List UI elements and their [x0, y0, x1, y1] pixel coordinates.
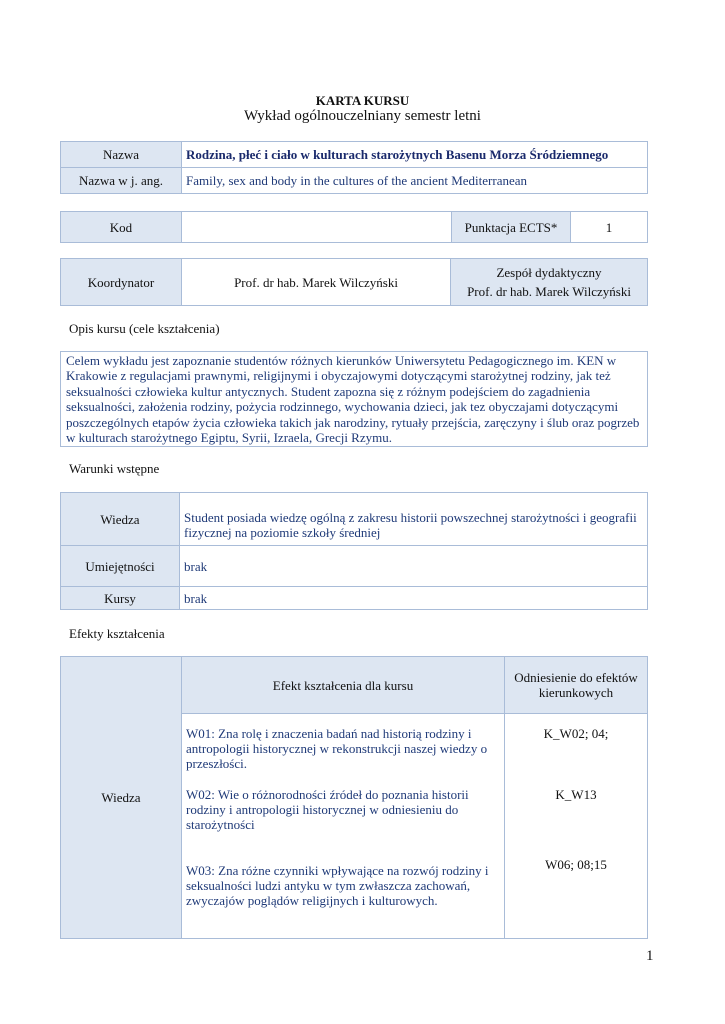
name-en-value: Family, sex and body in the cultures of the ancient Mediterranean — [182, 168, 648, 194]
outcome-ref-w02: K_W13 — [555, 787, 597, 802]
outcomes-ref-header: Odniesienie do efektów kierunkowych — [505, 657, 648, 714]
coordinator-value: Prof. dr hab. Marek Wilczyński — [182, 259, 451, 306]
name-value: Rodzina, płeć i ciało w kulturach starożytnych Basenu Morza Śródziemnego — [182, 142, 648, 168]
ects-value: 1 — [571, 212, 648, 243]
outcomes-refs-cell — [505, 714, 648, 939]
outcomes-table — [60, 656, 648, 939]
outcome-ref-w03: W06; 08;15 — [545, 857, 607, 872]
code-table — [60, 211, 648, 243]
outcomes-category: Wiedza — [61, 657, 182, 939]
team-value: Prof. dr hab. Marek Wilczyński — [467, 284, 631, 299]
outcomes-effect-header: Efekt kształcenia dla kursu — [182, 657, 505, 714]
page-number: 1 — [646, 948, 654, 964]
team-cell — [451, 259, 648, 306]
outcomes-heading: Efekty kształcenia — [69, 626, 165, 641]
course-name-table — [60, 141, 648, 194]
team-label: Zespół dydaktyczny — [496, 265, 602, 280]
prereq-courses-value: brak — [180, 587, 648, 610]
outcome-effect-w01: W01: Zna rolę i znaczenia badań nad historią rodziny i antropologii historycznej w rekonstrukcji naszej wiedzy o przeszłości. — [186, 726, 488, 771]
prereq-knowledge-label: Wiedza — [61, 493, 180, 546]
name-en-label: Nazwa w j. ang. — [61, 168, 182, 194]
prereq-skills-label: Umiejętności — [61, 546, 180, 587]
coordinator-label: Koordynator — [61, 259, 182, 306]
description-text: Celem wykładu jest zapoznanie studentów różnych kierunków Uniwersytetu Pedagogicznego im. KEN w Krakowie z regulacjami prawnymi, religijnymi i obyczajowymi dotyczącymi starożytnej rodziny, jak też seksualności człowieka kultur antycznych. Student zapozna się z różnym podejściem do zagadnienia seksualności, założenia rodziny, pożycia rodzinnego, wychowania dzieci, jak tez obyczajami dotyczącymi poszczególnych etapów życia człowieka takich jak narodziny, rytuały przejścia, zaręczyny i ślub oraz pogrzeb w kulturach starożytnego Egiptu, Syrii, Izraela, Grecji Rzymu. — [60, 351, 648, 447]
outcomes-effects-cell — [182, 714, 505, 939]
outcome-effect-w03: W03: Zna różne czynniki wpływające na rozwój rodziny i seksualności ludzi antyku w tym zwłaszcza zachowań, zwyczajów poglądów religijnych i kulturowych. — [186, 863, 489, 908]
outcome-effect-w02: W02: Wie o różnorodności źródeł do poznania historii rodziny i antropologii historycznej w odniesieniu do starożytności — [186, 787, 469, 832]
document-title: KARTA KURSU — [315, 93, 410, 108]
coordinator-table — [60, 258, 648, 306]
prerequisites-heading: Warunki wstępne — [69, 461, 160, 476]
ects-label: Punktacja ECTS* — [452, 212, 571, 243]
document-subtitle: Wykład ogólnouczelniany semestr letni — [244, 108, 481, 124]
name-label: Nazwa — [61, 142, 182, 168]
prereq-courses-label: Kursy — [61, 587, 180, 610]
prerequisites-table — [60, 492, 648, 610]
code-label: Kod — [61, 212, 182, 243]
description-heading: Opis kursu (cele kształcenia) — [69, 321, 220, 336]
prereq-skills-value: brak — [180, 546, 648, 587]
prereq-knowledge-value: Student posiada wiedzę ogólną z zakresu historii powszechnej starożytności i geografii fizycznej na poziomie szkoły średniej — [180, 493, 648, 546]
code-value — [182, 212, 452, 243]
outcome-ref-w01: K_W02; 04; — [543, 726, 609, 741]
